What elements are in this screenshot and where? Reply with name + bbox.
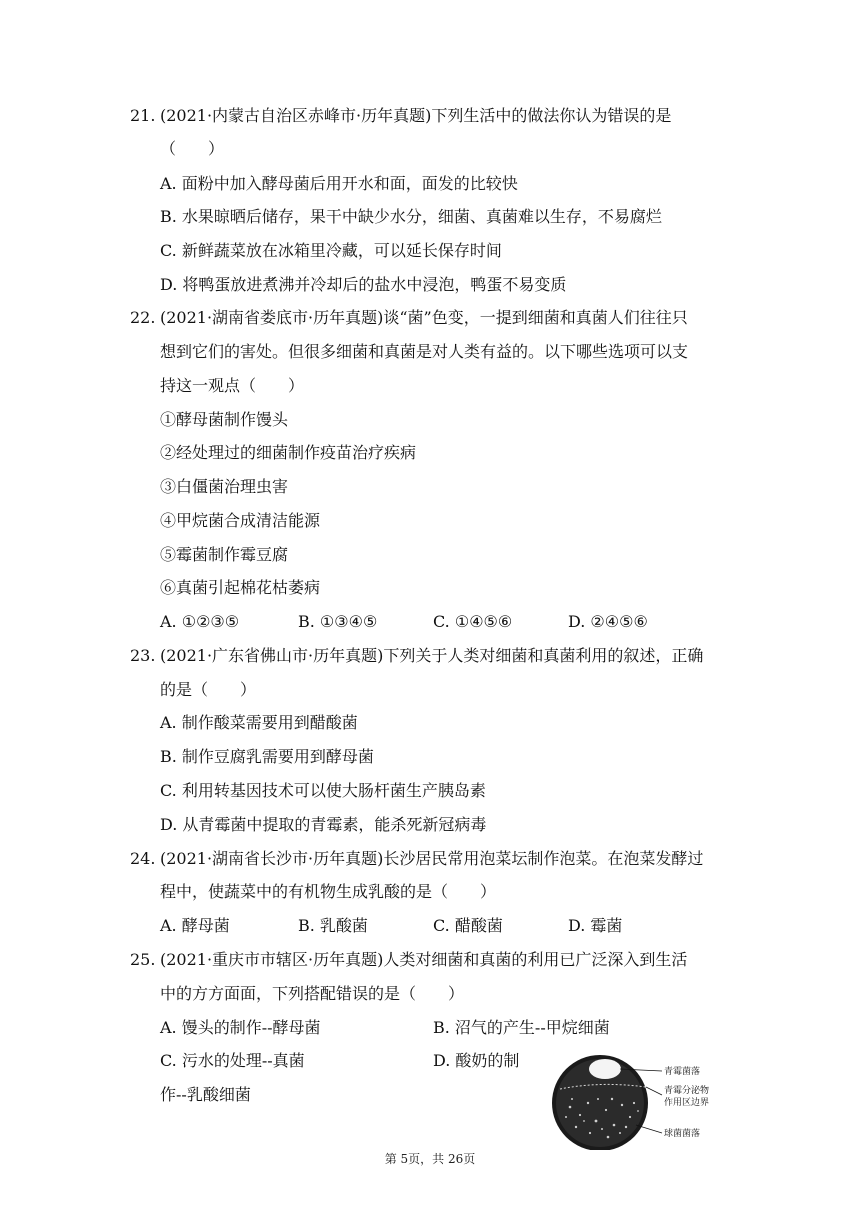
option-d: D. 酸奶的制 bbox=[433, 1051, 520, 1070]
option-b: B. 乳酸菌 bbox=[298, 916, 368, 935]
option-a: A. 制作酸菜需要用到醋酸菌 bbox=[160, 713, 358, 732]
statement-item: ⑤霉菌制作霉豆腐 bbox=[160, 545, 289, 564]
petri-dish-figure bbox=[550, 1055, 735, 1150]
question-22-stem bbox=[130, 308, 688, 328]
options-row bbox=[160, 1018, 720, 1038]
statement-item: ④甲烷菌合成清洁能源 bbox=[160, 511, 321, 530]
penicillium-colony bbox=[589, 1059, 621, 1079]
option-c: C. 污水的处理--真菌 bbox=[160, 1051, 305, 1070]
question-text-continued: 中的方方面面，下列搭配错误的是（ ） bbox=[160, 984, 465, 1003]
option-a: A. 馒头的制作--酵母菌 bbox=[160, 1018, 321, 1037]
question-text: (2021·湖南省娄底市·历年真题)谈“菌”色变，一提到细菌和真菌人们往往只 bbox=[160, 308, 688, 327]
statement-item: ②经处理过的细菌制作疫苗治疗疾病 bbox=[160, 443, 417, 462]
option-c: C. 醋酸菌 bbox=[433, 916, 503, 935]
question-23-stem bbox=[130, 646, 703, 666]
question-number: 25. bbox=[130, 950, 156, 969]
statement-item: ⑥真菌引起棉花枯萎病 bbox=[160, 578, 321, 597]
question-text: (2021·内蒙古自治区赤峰市·历年真题)下列生活中的做法你认为错误的是 bbox=[160, 106, 672, 125]
option-b: B. ①③④⑤ bbox=[298, 612, 378, 631]
option-d-continued: 作--乳酸细菌 bbox=[160, 1085, 251, 1104]
label-action-zone-boundary: 作用区边界 bbox=[664, 1098, 710, 1108]
question-number: 24. bbox=[130, 849, 156, 868]
question-24-stem bbox=[130, 849, 703, 869]
question-text-continued: 持这一观点（ ） bbox=[160, 376, 305, 395]
question-number: 22. bbox=[130, 308, 156, 327]
option-c: C. ①④⑤⑥ bbox=[433, 612, 513, 631]
option-b: B. 水果晾晒后储存，果干中缺少水分，细菌、真菌难以生存，不易腐烂 bbox=[160, 207, 662, 226]
petri-dish-image bbox=[550, 1055, 735, 1150]
statement-item: ①酵母菌制作馒头 bbox=[160, 410, 289, 429]
option-c: C. 利用转基因技术可以使大肠杆菌生产胰岛素 bbox=[160, 781, 486, 800]
question-text: (2021·湖南省长沙市·历年真题)长沙居民常用泡菜坛制作泡菜。在泡菜发酵过 bbox=[160, 849, 704, 868]
option-a: A. ①②③⑤ bbox=[160, 612, 240, 631]
option-c: C. 新鲜蔬菜放在冰箱里冷藏，可以延长保存时间 bbox=[160, 241, 502, 260]
label-coccus-colony: 球菌菌落 bbox=[664, 1129, 701, 1139]
question-text-continued: 程中，使蔬菜中的有机物生成乳酸的是（ ） bbox=[160, 882, 497, 901]
answer-bracket: （ ） bbox=[160, 139, 225, 158]
page-footer: 第 5页，共 26页 bbox=[384, 1152, 476, 1166]
options-row bbox=[160, 612, 720, 632]
option-d: D. ②④⑤⑥ bbox=[568, 612, 648, 631]
question-25-stem bbox=[130, 950, 687, 970]
label-penicillium-secretion: 青霉分泌物 bbox=[664, 1086, 710, 1096]
question-number: 21. bbox=[130, 106, 156, 125]
option-d: D. 将鸭蛋放进煮沸并冷却后的盐水中浸泡，鸭蛋不易变质 bbox=[160, 275, 567, 294]
question-text: (2021·广东省佛山市·历年真题)下列关于人类对细菌和真菌利用的叙述，正确 bbox=[160, 646, 704, 665]
question-text: (2021·重庆市市辖区·历年真题)人类对细菌和真菌的利用已广泛深入到生活 bbox=[160, 950, 688, 969]
option-b: B. 沼气的产生--甲烷细菌 bbox=[433, 1018, 610, 1037]
option-d: D. 从青霉菌中提取的青霉素，能杀死新冠病毒 bbox=[160, 815, 487, 834]
question-text-continued: 的是（ ） bbox=[160, 680, 257, 699]
label-penicillium-colony: 青霉菌落 bbox=[664, 1067, 701, 1077]
option-b: B. 制作豆腐乳需要用到酵母菌 bbox=[160, 747, 374, 766]
option-a: A. 酵母菌 bbox=[160, 916, 230, 935]
options-row bbox=[160, 916, 720, 936]
option-d: D. 霉菌 bbox=[568, 916, 623, 935]
question-text-continued: 想到它们的害处。但很多细菌和真菌是对人类有益的。以下哪些选项可以支 bbox=[160, 342, 689, 361]
question-number: 23. bbox=[130, 646, 156, 665]
question-21-stem bbox=[130, 106, 671, 126]
statement-item: ③白僵菌治理虫害 bbox=[160, 477, 289, 496]
option-a: A. 面粉中加入酵母菌后用开水和面，面发的比较快 bbox=[160, 174, 518, 193]
